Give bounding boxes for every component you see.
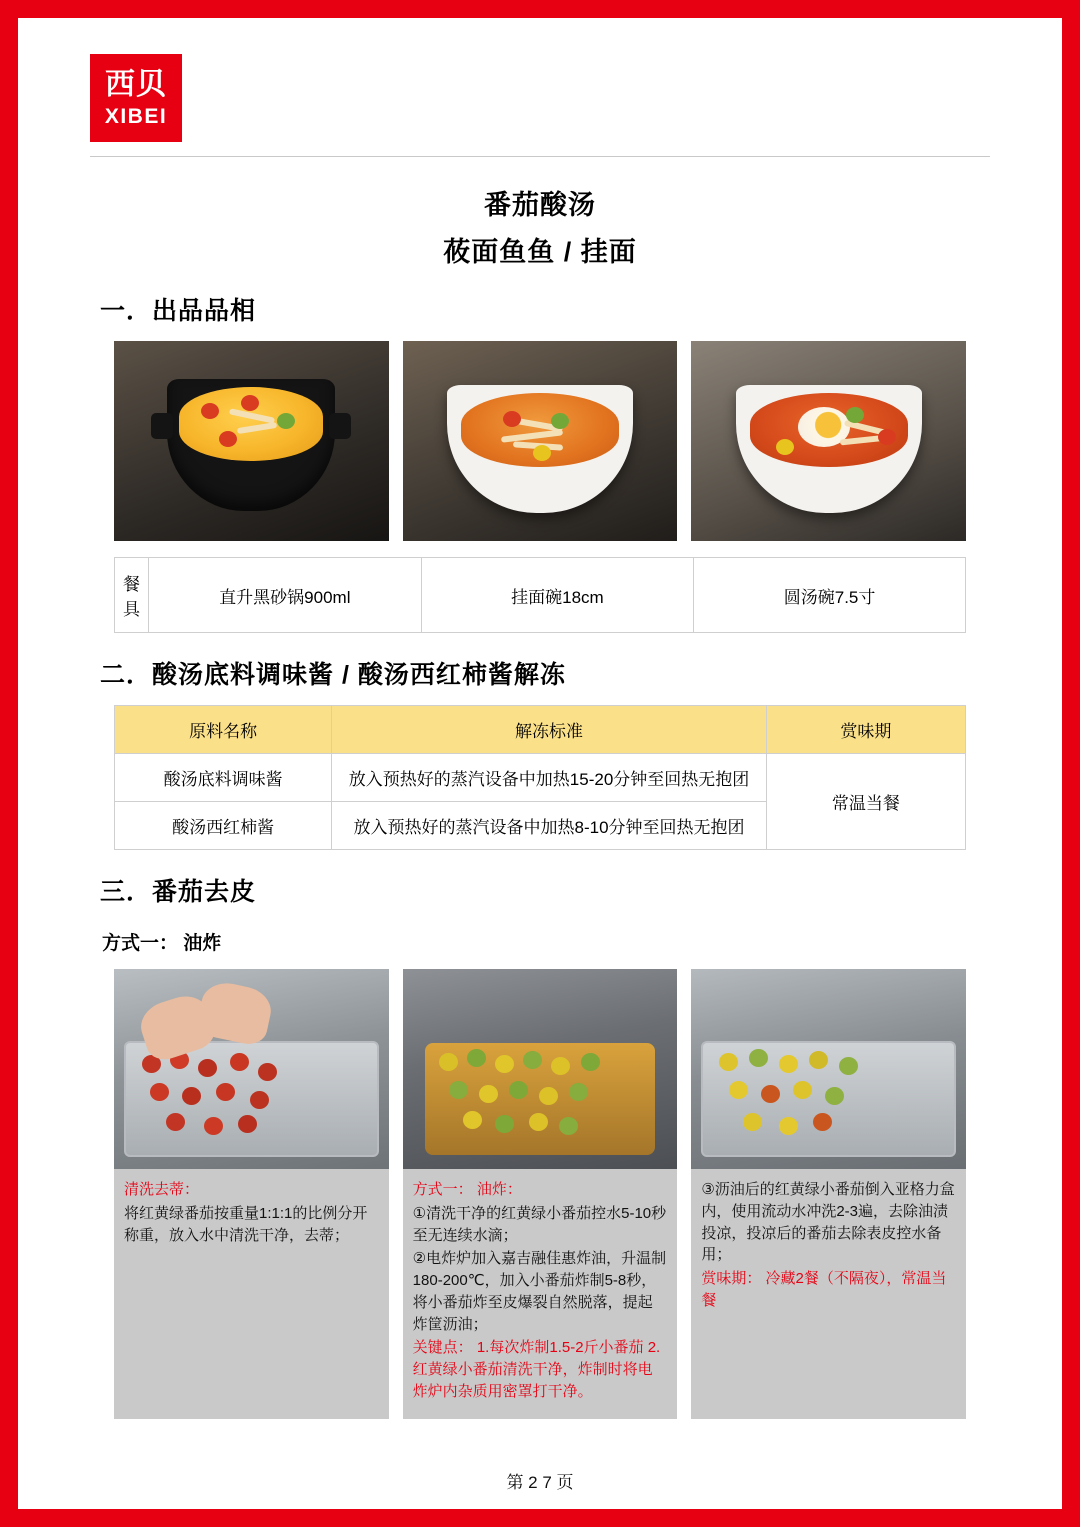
step-card-1 <box>114 969 389 1419</box>
taste-period-value: 常温当餐 <box>766 754 965 850</box>
soup-bowl-shape <box>736 385 922 513</box>
dish-photo-2 <box>403 341 678 541</box>
title-sub: 莜面鱼鱼 / 挂面 <box>443 237 637 267</box>
tomato-shape <box>729 1081 748 1099</box>
step-line: ③沥油后的红黄绿小番茄倒入亚格力盒内，使用流动水冲洗2-3遍，去除油渍投凉，投凉后的番茄去除表皮控水备用； <box>701 1181 955 1264</box>
tomato-shape <box>166 1113 185 1131</box>
tomato-shape <box>779 1117 798 1135</box>
tomato-shape <box>551 413 569 429</box>
tomato-shape <box>241 395 259 411</box>
tomato-shape <box>439 1053 458 1071</box>
tomato-shape <box>238 1115 257 1133</box>
xibei-logo <box>90 54 182 142</box>
tomato-shape <box>258 1063 277 1081</box>
tableware-label: 餐具 <box>115 558 149 633</box>
tomato-shape <box>463 1111 482 1129</box>
tomato-shape <box>776 439 794 455</box>
step-card-row <box>114 969 966 1419</box>
tomato-shape <box>230 1053 249 1071</box>
tomato-shape <box>467 1049 486 1067</box>
step-line: 关键点： 1.每次炸制1.5-2斤小番茄 2.红黄绿小番茄清洗干净，炸制时将电炸炉内杂质用密罩打干净。 <box>412 1339 661 1400</box>
thaw-standard-table <box>114 705 966 850</box>
logo-chinese-text: 西贝 <box>105 67 167 101</box>
header-thaw-standard: 解冻标准 <box>332 706 767 754</box>
tomato-shape <box>182 1087 201 1105</box>
tomato-shape <box>509 1081 528 1099</box>
tomato-shape <box>479 1085 498 1103</box>
step-line: 赏味期： 冷藏2餐（不隔夜），常温当餐 <box>701 1270 947 1309</box>
step-line: 将红黄绿番茄按重量1:1:1的比例分开称重，放入水中清洗干净，去蒂； <box>124 1204 368 1244</box>
tomato-shape <box>719 1053 738 1071</box>
page-number: 第 2 7 页 <box>506 1473 574 1492</box>
tomato-shape <box>813 1113 832 1131</box>
tomato-shape <box>150 1083 169 1101</box>
dish-photo-row <box>114 341 966 541</box>
tomato-shape <box>846 407 864 423</box>
tomato-shape <box>503 411 521 427</box>
material-name-1: 酸汤底料调味酱 <box>115 754 332 802</box>
tomato-shape <box>250 1091 269 1109</box>
tomato-shape <box>749 1049 768 1067</box>
section-heading-two: 二．酸汤底料调味酱 / 酸汤西红柿酱解冻 <box>100 661 566 689</box>
tomato-shape <box>569 1083 588 1101</box>
tomato-shape <box>559 1117 578 1135</box>
tableware-item-2: 挂面碗18cm <box>421 558 693 633</box>
tomato-shape <box>809 1051 828 1069</box>
fry-basket-shape <box>425 1043 656 1155</box>
tomato-shape <box>495 1115 514 1133</box>
tomato-shape <box>449 1081 468 1099</box>
page-title <box>70 183 1010 269</box>
table-header-row <box>115 706 966 754</box>
step-photo-draining <box>691 969 966 1169</box>
header-material-name: 原料名称 <box>115 706 332 754</box>
tomato-shape <box>277 413 295 429</box>
tomato-shape <box>216 1083 235 1101</box>
step-line: ②电炸炉加入嘉吉融佳惠炸油，升温制180-200℃，加入小番茄炸制5-8秒，将小番茄炸至皮爆裂自然脱落，提起炸筐沥油； <box>412 1250 667 1333</box>
material-name-2: 酸汤西红柿酱 <box>115 802 332 850</box>
tomato-shape <box>761 1085 780 1103</box>
thaw-standard-2: 放入预热好的蒸汽设备中加热8-10分钟至回热无抱团 <box>332 802 767 850</box>
step-photo-frying <box>403 969 678 1169</box>
noodle-bowl-shape <box>447 385 633 513</box>
table-row <box>115 754 966 802</box>
tableware-item-1: 直升黑砂锅900ml <box>149 558 422 633</box>
section-heading-three: 三．番茄去皮 <box>100 878 257 906</box>
step-line: 清洗去蒂： <box>124 1181 200 1198</box>
header-taste-period: 赏味期 <box>766 706 965 754</box>
tableware-item-3: 圆汤碗7.5寸 <box>694 558 966 633</box>
tomato-shape <box>581 1053 600 1071</box>
tomato-shape <box>839 1057 858 1075</box>
step-line: 方式一： 油炸： <box>412 1181 522 1198</box>
step-card-3 <box>691 969 966 1419</box>
tomato-shape <box>495 1055 514 1073</box>
tray-shape <box>701 1041 956 1157</box>
logo-english-text: XIBEI <box>104 104 168 128</box>
step-text-3 <box>691 1169 966 1419</box>
dish-photo-1 <box>114 341 389 541</box>
step-photo-washing <box>114 969 389 1169</box>
page-inner <box>18 18 1062 1509</box>
tomato-shape <box>825 1087 844 1105</box>
tableware-table <box>114 557 966 633</box>
tomato-shape <box>793 1081 812 1099</box>
tomato-shape <box>533 445 551 461</box>
header-divider <box>90 156 990 157</box>
method-one-heading: 方式一： 油炸 <box>102 933 222 954</box>
brand-logo-wrap <box>70 40 1010 142</box>
thaw-standard-1: 放入预热好的蒸汽设备中加热15-20分钟至回热无抱团 <box>332 754 767 802</box>
tomato-shape <box>198 1059 217 1077</box>
tomato-shape <box>551 1057 570 1075</box>
tomato-shape <box>219 431 237 447</box>
section-heading-one: 一．出品品相 <box>100 297 257 325</box>
title-main: 番茄酸汤 <box>484 190 596 220</box>
dish-photo-3 <box>691 341 966 541</box>
step-line: ①清洗干净的红黄绿小番茄控水5-10秒至无连续水滴； <box>412 1204 667 1244</box>
tomato-shape <box>743 1113 762 1131</box>
tomato-shape <box>204 1117 223 1135</box>
tomato-shape <box>539 1087 558 1105</box>
tomato-shape <box>779 1055 798 1073</box>
black-pot-shape <box>167 379 335 511</box>
tomato-shape <box>201 403 219 419</box>
step-text-2 <box>403 1169 678 1419</box>
tomato-shape <box>878 429 896 445</box>
step-card-2 <box>403 969 678 1419</box>
tomato-shape <box>529 1113 548 1131</box>
step-text-1 <box>114 1169 389 1419</box>
table-row <box>115 558 966 633</box>
tomato-shape <box>523 1051 542 1069</box>
